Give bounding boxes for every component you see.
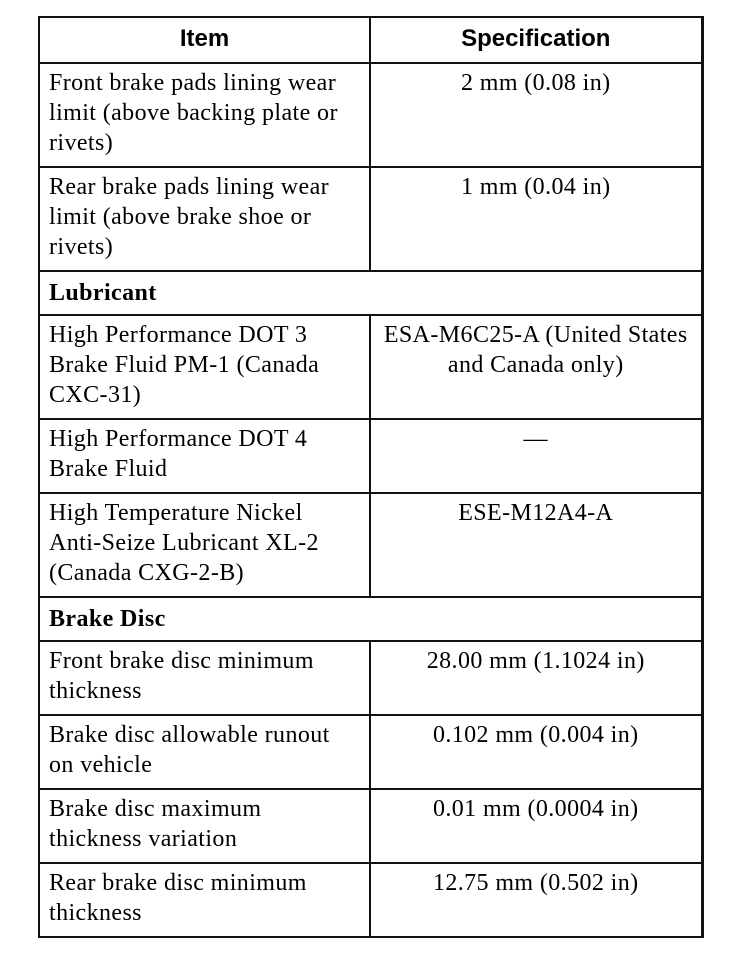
table-row <box>39 789 702 863</box>
section-heading-brake-disc: Brake Disc <box>39 597 702 641</box>
table-row <box>39 63 702 167</box>
table-header-row <box>39 17 702 63</box>
item-cell: Rear brake pads lining wear limit (above brake shoe or rivets) <box>39 167 370 271</box>
item-cell: Brake disc allowable runout on vehicle <box>39 715 370 789</box>
spec-cell: 12.75 mm (0.502 in) <box>370 863 702 937</box>
specification-table <box>38 16 704 938</box>
table-row <box>39 641 702 715</box>
spec-cell: 28.00 mm (1.1024 in) <box>370 641 702 715</box>
item-cell: Front brake disc minimum thickness <box>39 641 370 715</box>
spec-cell: 2 mm (0.08 in) <box>370 63 702 167</box>
item-cell: High Performance DOT 3 Brake Fluid PM-1 (Canada CXC-31) <box>39 315 370 419</box>
item-cell: Rear brake disc minimum thickness <box>39 863 370 937</box>
table-row <box>39 863 702 937</box>
item-cell: Brake disc maximum thickness variation <box>39 789 370 863</box>
table-row <box>39 167 702 271</box>
table-row <box>39 715 702 789</box>
spec-cell: ESA-M6C25-A (United States and Canada only) <box>370 315 702 419</box>
section-row-lubricant <box>39 271 702 315</box>
spec-cell: ESE-M12A4-A <box>370 493 702 597</box>
table-row <box>39 419 702 493</box>
item-cell: Front brake pads lining wear limit (above backing plate or rivets) <box>39 63 370 167</box>
spec-cell: 1 mm (0.04 in) <box>370 167 702 271</box>
spec-cell: 0.102 mm (0.004 in) <box>370 715 702 789</box>
item-cell: High Temperature Nickel Anti-Seize Lubricant XL-2 (Canada CXG-2-B) <box>39 493 370 597</box>
item-cell: High Performance DOT 4 Brake Fluid <box>39 419 370 493</box>
spec-cell: — <box>370 419 702 493</box>
spec-cell: 0.01 mm (0.0004 in) <box>370 789 702 863</box>
table-row <box>39 315 702 419</box>
header-specification: Specification <box>370 17 702 63</box>
section-heading-lubricant: Lubricant <box>39 271 702 315</box>
header-item: Item <box>39 17 370 63</box>
table-row <box>39 493 702 597</box>
section-row-brake-disc <box>39 597 702 641</box>
